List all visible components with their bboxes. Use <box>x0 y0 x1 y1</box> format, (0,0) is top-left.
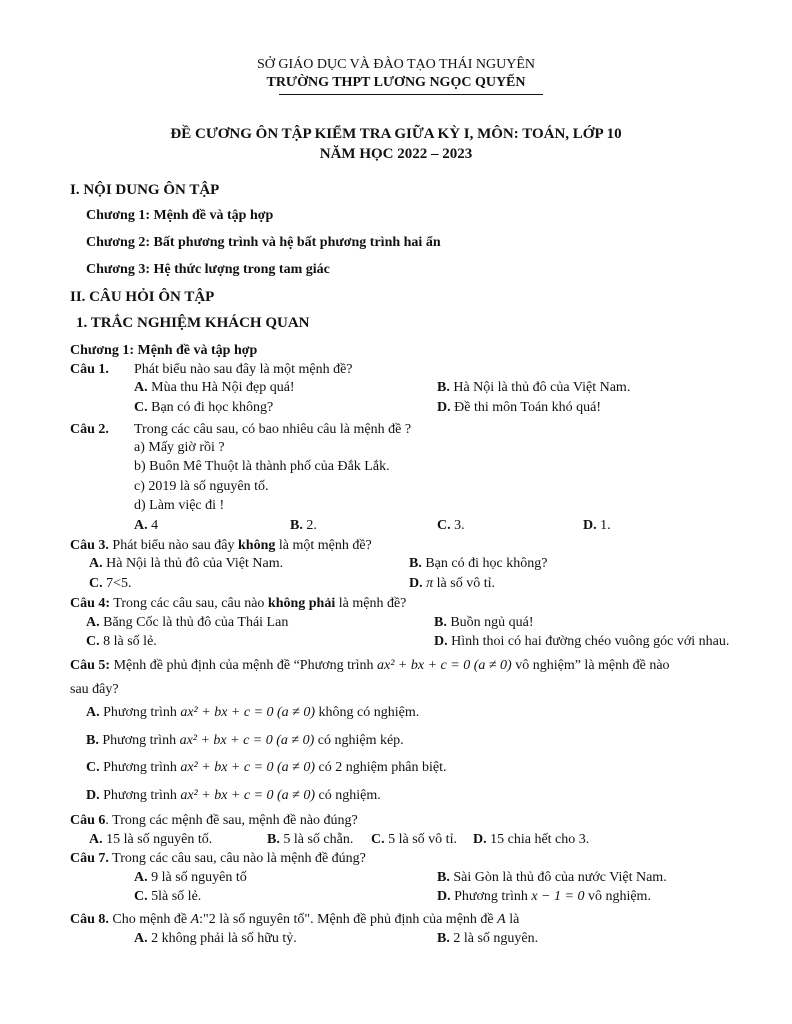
text-span: C. <box>86 760 100 775</box>
text-span: ax² + bx + c = 0 (a ≠ 0) <box>180 705 316 720</box>
text-span: C. <box>89 576 103 591</box>
school-year: NĂM HỌC 2022 – 2023 <box>319 146 473 162</box>
section-1-heading: I. NỘI DUNG ÔN TẬP <box>70 182 220 198</box>
question-1-option-a <box>134 380 295 396</box>
text-span: B. <box>290 518 303 533</box>
text-span: Hà Nội là thủ đô của Việt Nam. <box>453 380 631 395</box>
text-span: B. <box>437 380 450 395</box>
text-span: Câu 5: <box>70 658 111 673</box>
text-span: 7<5. <box>106 576 132 591</box>
text-span: là số nguyên. <box>460 931 539 946</box>
text-span: Bạn có đi học không? <box>425 556 548 571</box>
text-span: Câu 7. <box>70 851 109 866</box>
text-span: D. <box>583 518 597 533</box>
text-span: Trong các câu sau, câu nào là mệnh đề đúng? <box>108 851 366 866</box>
question-7-option-a <box>134 870 247 886</box>
question-4-stem <box>70 596 406 612</box>
text-span: A. <box>89 556 103 571</box>
text-span: A. <box>89 832 103 847</box>
text-span: Sài Gòn là thủ đô của nước Việt Nam. <box>453 870 667 885</box>
text-span: ax² + bx + c = 0 (a ≠ 0) <box>180 788 316 803</box>
text-span: không <box>238 538 276 553</box>
text-span: Hà Nội là thủ đô của Việt Nam. <box>106 556 284 571</box>
question-8-stem <box>70 912 519 928</box>
text-span: D. <box>473 832 487 847</box>
text-span: Phương trình <box>103 705 177 720</box>
text-span: 2. <box>306 518 317 533</box>
question-6-stem <box>70 813 358 829</box>
question-2-option-c <box>437 518 465 534</box>
text-span: D. <box>437 889 451 904</box>
question-3-option-b <box>409 556 547 572</box>
question-4-option-c <box>86 634 157 650</box>
text-span: 8 là số lẻ. <box>103 634 157 649</box>
question-5-option-c <box>86 760 446 776</box>
text-span: A. <box>86 615 100 630</box>
text-span: Phương trình <box>103 760 177 775</box>
text-span: B. <box>86 733 99 748</box>
document-title: ĐỀ CƯƠNG ÔN TẬP KIỂM TRA GIỮA KỲ I, MÔN: TOÁN, LỚP 10 <box>170 126 622 142</box>
question-2-option-d <box>583 518 611 534</box>
text-span: Mệnh đề phủ định của mệnh đề “Phương trình <box>110 658 378 673</box>
text-span: B. <box>434 615 447 630</box>
department-name: SỞ GIÁO DỤC VÀ ĐÀO TẠO THÁI NGUYÊN <box>256 57 536 72</box>
text-span: 9 là số nguyên tố <box>151 870 247 885</box>
text-span: là <box>505 912 520 927</box>
text-span: Buồn ngủ quá! <box>450 615 534 630</box>
text-span: Câu 8. <box>70 912 109 927</box>
question-1-label: Câu 1. <box>70 362 109 377</box>
text-span: 3. <box>454 518 465 533</box>
text-span: A. <box>134 380 148 395</box>
question-3-option-c <box>89 576 132 592</box>
section-2-heading: II. CÂU HỎI ÔN TẬP <box>70 289 215 305</box>
text-span: Bạn có đi học không? <box>151 400 274 415</box>
question-1-option-b <box>437 380 630 396</box>
question-5-stem <box>70 658 670 674</box>
chapter-2-item: Chương 2: Bất phương trình và hệ bất phương trình hai ẩn <box>86 235 441 250</box>
question-2-item-d: d) Làm việc đi ! <box>134 498 225 513</box>
text-span: là một mệnh đề? <box>275 538 372 553</box>
text-span: 4 <box>151 518 159 533</box>
text-span: có nghiệm kép. <box>317 733 404 748</box>
text-span: là mệnh đề? <box>335 596 407 611</box>
question-2-label: Câu 2. <box>70 422 109 437</box>
question-7-option-c <box>134 889 201 905</box>
text-span: vô nghiệm” là mệnh đề nào <box>511 658 670 673</box>
text-span: B. <box>437 931 450 946</box>
text-span: không phải <box>267 596 336 611</box>
text-span: 2 <box>453 931 461 946</box>
question-2-option-a <box>134 518 158 534</box>
question-2-item-c: c) 2019 là số nguyên tố. <box>134 479 269 494</box>
text-span: x − 1 = 0 <box>531 889 585 904</box>
text-span: B. <box>267 832 280 847</box>
text-span: Cho mệnh đề <box>112 912 191 927</box>
question-2-text: Trong các câu sau, có bao nhiêu câu là mệnh đề ? <box>134 422 412 437</box>
text-span: C. <box>86 634 100 649</box>
text-span: 5 là số vô tỉ. <box>388 832 457 847</box>
question-5-stem-cont: sau đây? <box>70 682 119 697</box>
question-8-option-a <box>134 931 297 947</box>
text-span: D. <box>86 788 100 803</box>
text-span: . Trong các mệnh đề sau, mệnh đề nào đúng? <box>105 813 358 828</box>
text-span: C. <box>371 832 385 847</box>
text-span: A <box>497 912 506 927</box>
text-span: ax² + bx + c = 0 (a ≠ 0) <box>179 733 315 748</box>
text-span: B. <box>409 556 422 571</box>
question-6-option-d <box>473 832 589 848</box>
text-span: Phương trình <box>102 733 177 748</box>
text-span: A. <box>134 931 148 946</box>
text-span: B. <box>437 870 450 885</box>
text-span: 5là số lẻ. <box>151 889 202 904</box>
question-4-option-a <box>86 615 288 631</box>
text-span: D. <box>434 634 448 649</box>
text-span: 2 <box>151 931 159 946</box>
text-span: Băng Cốc là thủ đô của Thái Lan <box>103 615 289 630</box>
text-span: :"2 là số nguyên tố" <box>199 912 311 927</box>
question-1-text: Phát biểu nào sau đây là một mệnh đề? <box>134 362 353 377</box>
text-span: Câu 6 <box>70 813 106 828</box>
text-span: Trong các câu sau, câu nào <box>110 596 268 611</box>
question-2-option-b <box>290 518 317 534</box>
text-span: A. <box>134 518 148 533</box>
text-span: Câu 3. <box>70 538 109 553</box>
text-span: A. <box>86 705 100 720</box>
question-4-option-d <box>434 634 729 650</box>
text-span: có nghiệm. <box>318 788 381 803</box>
text-span: C. <box>134 889 148 904</box>
question-3-option-d <box>409 576 495 592</box>
text-span: 15 chia hết cho 3. <box>490 832 590 847</box>
header-divider <box>279 94 543 95</box>
question-4-option-b <box>434 615 534 631</box>
chapter-1-item: Chương 1: Mệnh đề và tập hợp <box>86 208 274 223</box>
chapter-heading: Chương 1: Mệnh đề và tập hợp <box>70 343 258 358</box>
school-name: TRƯỜNG THPT LƯƠNG NGỌC QUYẾN <box>266 75 526 90</box>
text-span: 5 là số chẵn. <box>283 832 354 847</box>
text-span: không phải là số hữu tỷ. <box>158 931 297 946</box>
text-span: Phát biểu nào sau đây <box>112 538 238 553</box>
chapter-3-item: Chương 3: Hệ thức lượng trong tam giác <box>86 262 330 277</box>
text-span: vô nghiệm. <box>584 889 651 904</box>
text-span: Phương trình <box>454 889 532 904</box>
text-span: D. <box>409 576 423 591</box>
text-span: C. <box>134 400 148 415</box>
question-2-item-b: b) Buôn Mê Thuột là thành phố của Đắk Lắk. <box>134 459 390 474</box>
text-span: là số vô tỉ. <box>433 576 495 591</box>
text-span: A <box>190 912 200 927</box>
text-span: Đề thi môn Toán khó quá! <box>454 400 602 415</box>
text-span: 1. <box>600 518 611 533</box>
text-span: ax² + bx + c = 0 (a ≠ 0) <box>180 760 316 775</box>
text-span: Phương trình <box>103 788 177 803</box>
text-span: π <box>426 576 434 591</box>
text-span: Mùa thu Hà Nội đẹp quá! <box>151 380 295 395</box>
quadratic-equation: ax² + bx + c = 0 (a ≠ 0) <box>377 658 512 673</box>
question-1-option-d <box>437 400 601 416</box>
question-7-option-d <box>437 889 651 905</box>
question-6-option-b <box>267 832 353 848</box>
text-span: D. <box>437 400 451 415</box>
text-span: 15 là số nguyên tố. <box>106 832 213 847</box>
question-7-option-b <box>437 870 667 886</box>
text-span: A. <box>134 870 148 885</box>
question-7-stem <box>70 851 366 867</box>
text-span: Hình thoi có hai đường chéo vuông góc với nhau. <box>451 634 730 649</box>
text-span: Câu 4: <box>70 596 111 611</box>
question-3-option-a <box>89 556 283 572</box>
text-span: có 2 nghiệm phân biệt. <box>318 760 447 775</box>
question-6-option-a <box>89 832 212 848</box>
question-3-stem <box>70 538 372 554</box>
question-8-option-b <box>437 931 538 947</box>
text-span: không có nghiệm. <box>318 705 420 720</box>
text-span: C. <box>437 518 451 533</box>
section-2-subheading: 1. TRẮC NGHIỆM KHÁCH QUAN <box>76 315 310 331</box>
question-2-item-a: a) Mấy giờ rồi ? <box>134 440 225 455</box>
text-span: . Mệnh đề phủ định của mệnh đề <box>310 912 498 927</box>
question-6-option-c <box>371 832 457 848</box>
question-5-option-b <box>86 733 404 749</box>
question-1-option-c <box>134 400 273 416</box>
question-5-option-d <box>86 788 381 804</box>
question-5-option-a <box>86 705 419 721</box>
